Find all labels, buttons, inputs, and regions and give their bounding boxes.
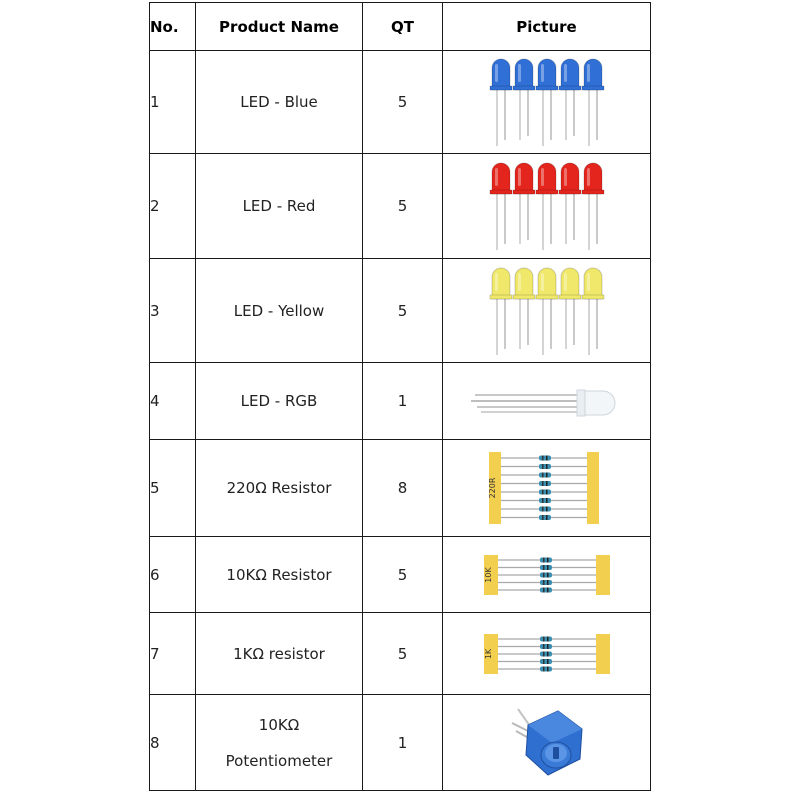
led-body (561, 268, 579, 299)
table-row (150, 259, 651, 363)
parts-list-table (149, 2, 651, 791)
row-number: 3 (150, 259, 196, 363)
led-body (538, 163, 556, 194)
product-name: 220Ω Resistor (196, 440, 363, 537)
product-name-line1: 10KΩ (258, 715, 300, 734)
yellow-led-icon (487, 265, 607, 357)
led-body (515, 59, 533, 90)
product-name: 1KΩ resistor (196, 613, 363, 695)
led-body (561, 163, 579, 194)
row-number: 2 (150, 154, 196, 259)
quantity: 5 (363, 259, 443, 363)
row-number: 7 (150, 613, 196, 695)
led-body (561, 59, 579, 90)
row-number: 5 (150, 440, 196, 537)
tape-label: 10K (483, 566, 493, 583)
resistor-body (539, 473, 551, 478)
led-body (492, 163, 510, 194)
resistor-220-icon (487, 450, 607, 526)
table-header-row (150, 3, 651, 51)
header-no: No. (150, 3, 196, 51)
resistor-body (539, 498, 551, 503)
header-qt: QT (363, 3, 443, 51)
table-row (150, 154, 651, 259)
red-led-icon (487, 160, 607, 252)
led-body (584, 163, 602, 194)
table-row (150, 440, 651, 537)
table-row (150, 51, 651, 154)
resistor-body (540, 557, 552, 562)
resistor-body (540, 587, 552, 592)
resistor-body (540, 659, 552, 664)
header-picture: Picture (443, 3, 651, 51)
led-body (584, 268, 602, 299)
led-body (515, 268, 533, 299)
quantity: 5 (363, 537, 443, 613)
quantity: 1 (363, 363, 443, 440)
product-name: 10KΩ Resistor (196, 537, 363, 613)
resistor-body (540, 644, 552, 649)
resistor-body (539, 490, 551, 495)
quantity: 5 (363, 613, 443, 695)
resistor-10k-icon (482, 553, 612, 597)
resistor-body (540, 565, 552, 570)
led-body (515, 163, 533, 194)
resistor-body (539, 515, 551, 520)
resistor-body (539, 464, 551, 469)
tape-label: 220R (487, 477, 497, 499)
product-name: LED - Yellow (196, 259, 363, 363)
header-product-name: Product Name (196, 3, 363, 51)
resistor-body (539, 456, 551, 461)
resistor-1k-icon (482, 632, 612, 676)
quantity: 5 (363, 51, 443, 154)
table-row (150, 537, 651, 613)
resistor-body (540, 666, 552, 671)
product-name: LED - Blue (196, 51, 363, 154)
resistor-body (539, 507, 551, 512)
potentiometer-icon (502, 703, 592, 783)
product-name-line2: Potentiometer (225, 751, 333, 770)
row-number: 4 (150, 363, 196, 440)
row-number: 6 (150, 537, 196, 613)
table-row (150, 613, 651, 695)
blue-led-icon (487, 56, 607, 148)
row-number: 1 (150, 51, 196, 154)
led-body (492, 268, 510, 299)
quantity: 5 (363, 154, 443, 259)
product-name: LED - Red (196, 154, 363, 259)
led-body (584, 59, 602, 90)
table-row (150, 363, 651, 440)
rgb-led-icon (467, 381, 627, 421)
quantity: 8 (363, 440, 443, 537)
resistor-body (539, 481, 551, 486)
table-row (150, 695, 651, 791)
tape-label: 1K (483, 648, 493, 659)
product-name: LED - RGB (196, 363, 363, 440)
row-number: 8 (150, 695, 196, 791)
resistor-body (540, 572, 552, 577)
resistor-body (540, 580, 552, 585)
led-body (538, 268, 556, 299)
resistor-body (540, 651, 552, 656)
product-name (196, 695, 363, 791)
led-body (492, 59, 510, 90)
resistor-body (540, 636, 552, 641)
quantity: 1 (363, 695, 443, 791)
led-body (538, 59, 556, 90)
